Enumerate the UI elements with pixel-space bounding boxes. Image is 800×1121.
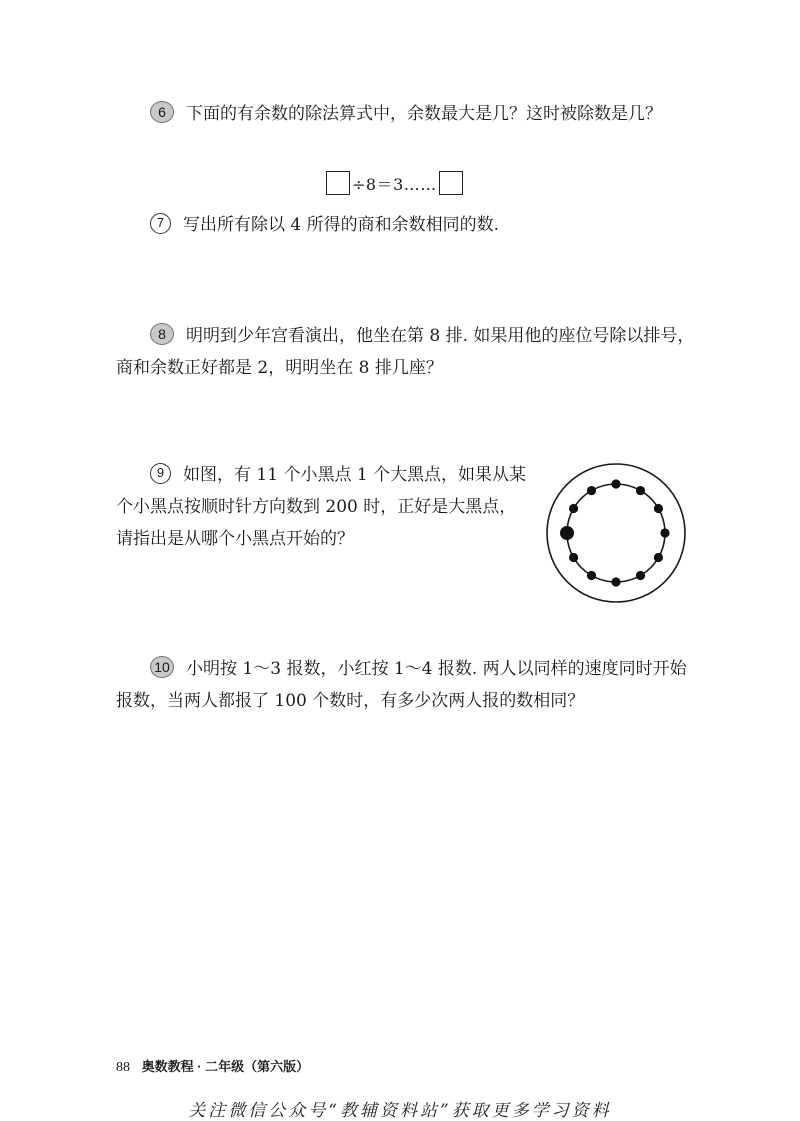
problem-number-badge: 10 [150, 656, 174, 678]
problem-text: 下面的有余数的除法算式中，余数最大是几？这时被除数是几？ [186, 104, 662, 124]
answer-box-dividend [326, 171, 350, 195]
answer-box-remainder [439, 171, 463, 195]
problem-number-circle: 7 [150, 213, 171, 234]
small-black-dot [660, 528, 669, 537]
book-title: 奥数教程 · 二年级（第六版） [141, 1059, 310, 1074]
problem-6-text-line [116, 98, 696, 130]
small-black-dot [611, 577, 620, 586]
problem-text: 如图，有 11 个小黑点 1 个大黑点，如果从某个小黑点按顺时针方向数到 200 时，正好是大黑点，请指出是从哪个小黑点开始的？ [116, 465, 527, 549]
problem-9 [116, 459, 528, 555]
small-black-dot [611, 479, 620, 488]
problem-9-text-line [116, 459, 528, 555]
small-black-dot [654, 553, 663, 562]
division-equation [326, 170, 463, 196]
problem-10-text-line [116, 653, 696, 717]
watermark-text: 关注微信公众号“教辅资料站”获取更多学习资料 [188, 1101, 612, 1121]
problem-8 [116, 320, 696, 384]
problem-text: 小明按 1～3 报数，小红按 1～4 报数. 两人以同样的速度同时开始报数，当两人都报了 100 个数时，有多少次两人报的数相同？ [116, 659, 687, 711]
problem-number-badge: 8 [150, 323, 174, 345]
dot-circle-figure [544, 461, 688, 609]
page-number: 88 [116, 1060, 130, 1075]
problem-10 [116, 653, 696, 717]
problem-7 [116, 209, 696, 241]
dots-group [560, 479, 670, 586]
small-black-dot [587, 571, 596, 580]
problem-8-text-line [116, 320, 696, 384]
inner-ring [567, 484, 665, 582]
page-footer [116, 1056, 309, 1076]
problem-text: 明明到少年宫看演出，他坐在第 8 排. 如果用他的座位号除以排号，商和余数正好都是 2，明明坐在 8 排几座？ [116, 326, 695, 378]
problem-7-text-line [116, 209, 696, 241]
problem-6 [116, 98, 696, 130]
small-black-dot [569, 553, 578, 562]
small-black-dot [636, 571, 645, 580]
small-black-dot [587, 486, 596, 495]
small-black-dot [636, 486, 645, 495]
equation-text: ÷8＝3…… [352, 174, 437, 194]
problem-number-badge: 6 [150, 101, 174, 123]
problem-text: 写出所有除以 4 所得的商和余数相同的数. [183, 215, 500, 235]
dot-circle-svg [544, 461, 688, 605]
problem-number-circle: 9 [150, 463, 171, 484]
big-black-dot [560, 526, 574, 540]
small-black-dot [654, 504, 663, 513]
small-black-dot [569, 504, 578, 513]
